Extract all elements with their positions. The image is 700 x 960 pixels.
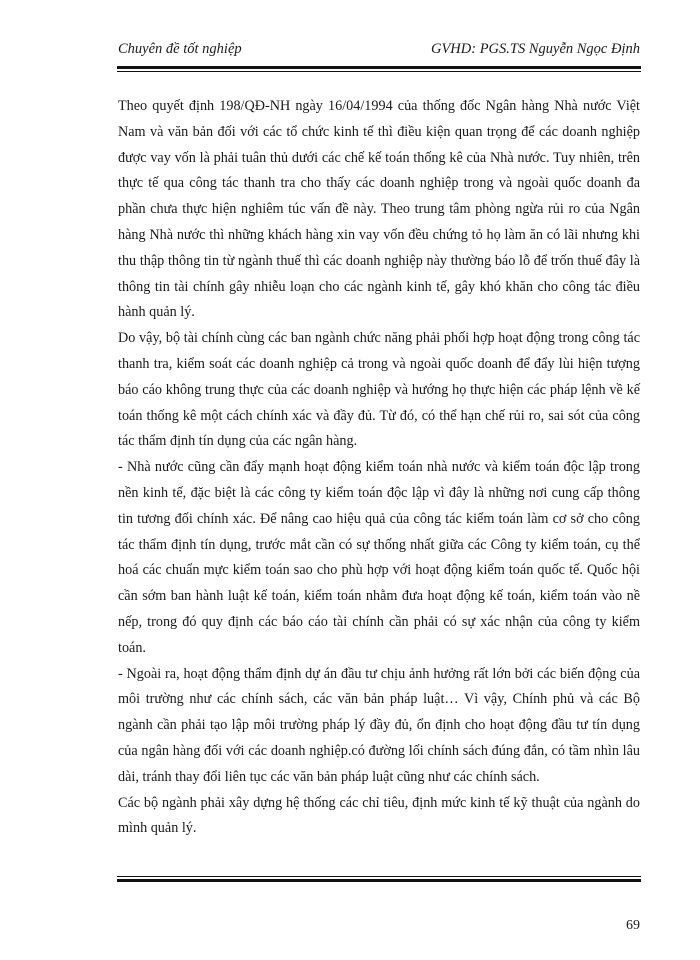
document-body (118, 94, 640, 842)
header-rule-thick (117, 66, 641, 69)
footer-rule-thin (117, 876, 641, 877)
header-title: Chuyên đề tốt nghiệp (118, 41, 242, 57)
footer-rule-thick (117, 879, 641, 882)
page-number: 69 (626, 918, 640, 933)
paragraph: Theo quyết định 198/QĐ-NH ngày 16/04/1994 của thống đốc Ngân hàng Nhà nước Việt Nam và văn bản đối với các tổ chức kinh tế thì điều kiện quan trọng để các doanh nghiệp được vay vốn là phải tuân thủ dưới các chế kế toán thống kê của Nhà nước. Tuy nhiên, trên thực tế qua công tác thanh tra cho thấy các doanh nghiệp trong và ngoài quốc doanh đa phần chưa thực hiện nghiêm túc vấn đề này. Theo trung tâm phòng ngừa rủi ro của Ngân hàng Nhà nước thì những khách hàng xin vay vốn đều chứng tỏ họ làm ăn có lãi nhưng khi thu thập thông tin từ ngành thuế thì các doanh nghiệp này thường báo lỗ để trốn thuế đây là thông tin tài chính gây nhiễu loạn cho các ngành kinh tế, gây khó khăn cho công tác điều hành quản lý. (118, 98, 640, 321)
paragraph: - Nhà nước cũng cần đẩy mạnh hoạt động kiểm toán nhà nước và kiểm toán độc lập trong nền kinh tế, đặc biệt là các công ty kiểm toán độc lập vì đây là những nơi cung cấp thông tin tương đối chính xác. Để nâng cao hiệu quả của công tác kiểm toán làm cơ sở cho công tác thẩm định tín dụng, trước mắt cần có sự thống nhất giữa các Công ty kiểm toán, cụ thể hoá các chuẩn mực kiểm toán sao cho phù hợp với hoạt động kiểm toán quốc tế. Quốc hội cần sớm ban hành luật kế toán, kiểm toán nhằm đưa hoạt động kế toán, kiểm toán vào nề nếp, trong đó quy định các báo cáo tài chính cần phải có sự xác nhận của công ty kiểm toán. (118, 459, 640, 656)
paragraph: - Ngoài ra, hoạt động thẩm định dự án đầu tư chịu ảnh hưởng rất lớn bởi các biến động của môi trường như các chính sách, các văn bản pháp luật… Vì vậy, Chính phủ và các Bộ ngành cần phải tạo lập môi trường pháp lý đầy đủ, ổn định cho hoạt động đầu tư tín dụng của ngân hàng đối với các doanh nghiệp.có đường lối chính sách đúng đắn, có tầm nhìn lâu dài, tránh thay đổi liên tục các văn bản pháp luật cũng như các chính sách. (118, 665, 640, 785)
paragraph: Các bộ ngành phải xây dựng hệ thống các chỉ tiêu, định mức kinh tế kỹ thuật của ngành do mình quản lý. (118, 794, 640, 837)
header-rule-thin (117, 71, 641, 72)
paragraph: Do vậy, bộ tài chính cùng các ban ngành chức năng phải phối hợp hoạt động trong công tác thanh tra, kiểm soát các doanh nghiệp cả trong và ngoài quốc doanh để đẩy lùi hiện tượng báo cáo không trung thực của các doanh nghiệp và hướng họ thực hiện các pháp lệnh về kế toán thống kê một cách chính xác và đầy đủ. Từ đó, có thể hạn chế rủi ro, sai sót của công tác thẩm định tín dụng của các ngân hàng. (118, 330, 640, 450)
header-advisor: GVHD: PGS.TS Nguyễn Ngọc Định (430, 41, 640, 57)
page-header (118, 41, 640, 61)
